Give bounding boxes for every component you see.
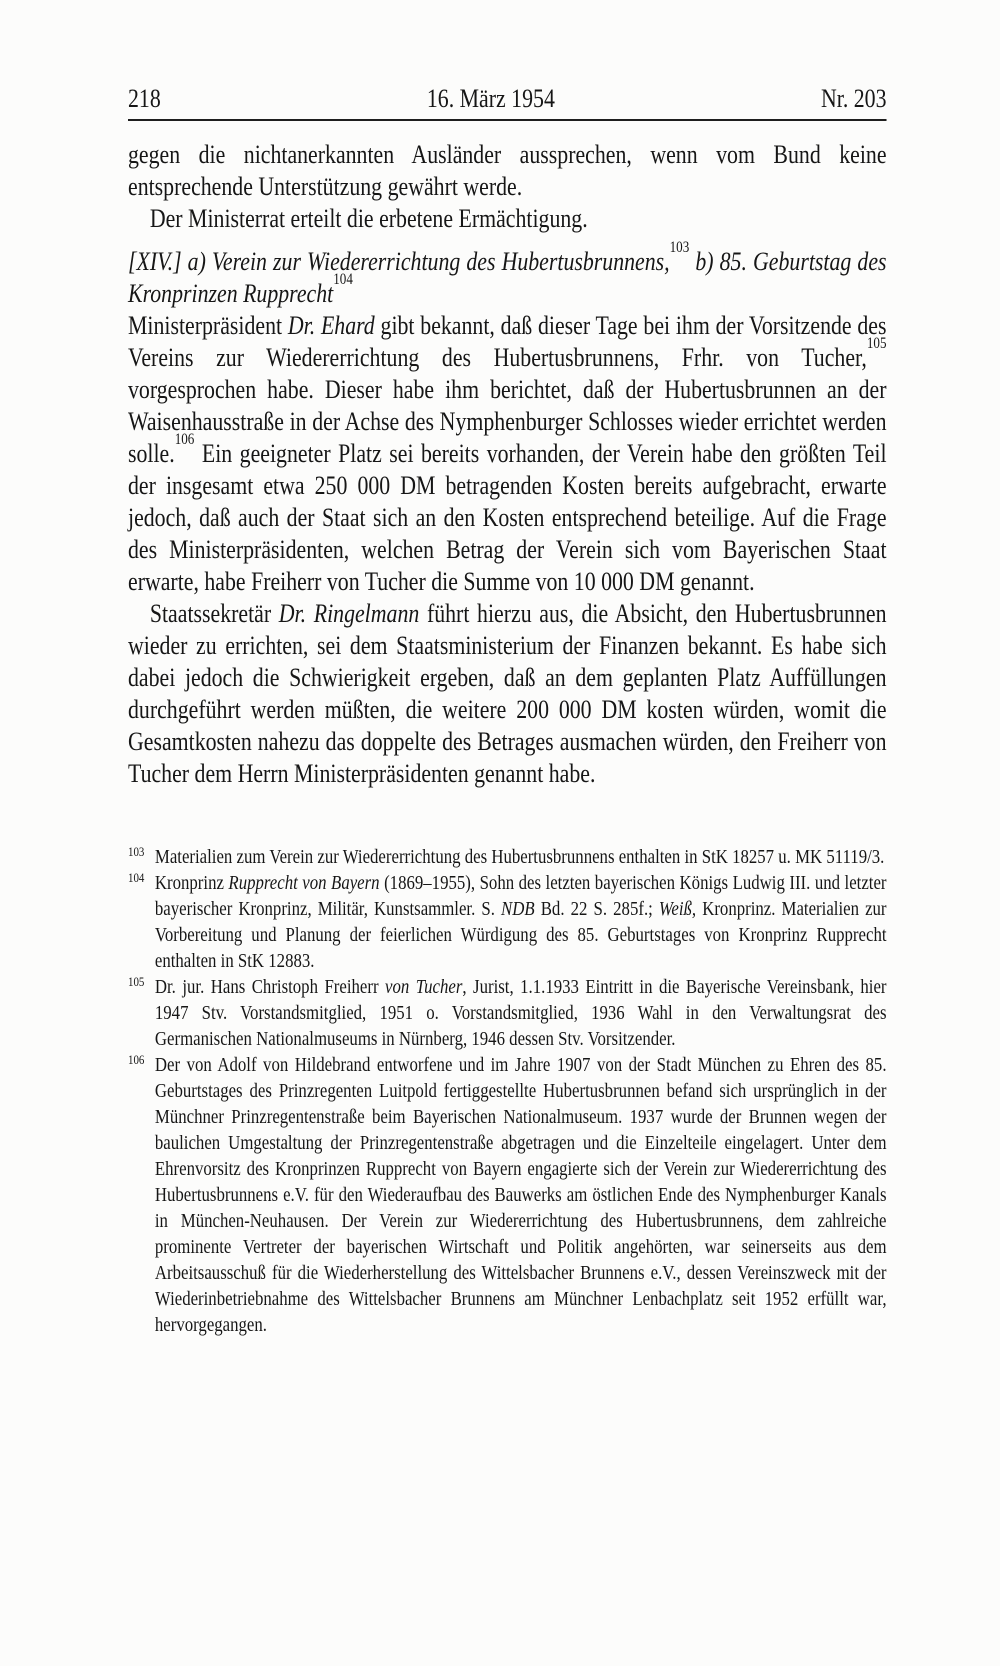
- italic-text: Weiß,: [658, 898, 697, 920]
- text-run: Dr. jur. Hans Christoph Freiherr: [154, 976, 386, 998]
- text-run: gegen die nichtanerkannten Ausländer aussprechen, wenn vom Bund keine entsprechende Unterstützung gewährt werde.: [128, 140, 887, 201]
- footnote-number: 103: [128, 844, 145, 859]
- italic-text: Rupprecht von Bayern: [228, 872, 380, 894]
- paragraph-continuation: [128, 139, 887, 203]
- header-rule: [128, 119, 887, 121]
- footnote-ref: 105: [866, 335, 887, 353]
- text-run: Der Ministerrat erteilt die erbetene Ermächtigung.: [149, 204, 588, 233]
- text-run: Ein geeigneter Platz sei bereits vorhanden, der Verein habe den größten Teil der insgesamt etwa 250 000 DM betragenden Kosten bereits aufgebracht, erwarte jedoch, daß auch der Staat sich an den Kosten entsprechend beteilige. Auf die Frage des Ministerpräsidenten, welchen Betrag der Verein sich vom Bayerischen Staat erwarte, habe Freiherr von Tucher die Summe von 10 000 DM genannt.: [128, 439, 887, 596]
- text-run: Materialien zum Verein zur Wiedererrichtung des Hubertusbrunnens enthalten in StK 18257 u. MK 51119/3.: [154, 846, 885, 868]
- text-run: Kronprinz: [154, 872, 229, 894]
- footnote-number: 104: [128, 870, 145, 885]
- text-run: Ministerpräsident: [128, 311, 288, 340]
- main-text: [128, 139, 887, 790]
- header-date: 16. März 1954: [426, 84, 555, 113]
- footnotes-section: [128, 844, 887, 1338]
- text-run: Bd. 22 S. 285f.;: [534, 898, 659, 920]
- paragraph-ehard: [128, 310, 887, 598]
- footnote-ref: 103: [669, 239, 690, 257]
- text-run: Kronprinz. Materialien zur Vorbereitung und Planung der feierlichen Würdigung des 85. Geburtstages von Kronprinz Rupprecht enthalten in StK 12883.: [154, 898, 887, 972]
- text-run: (1869–1955), Sohn des letzten bayerischen Königs Ludwig III. und letzter bayerischer Kronprinz, Militär, Kunstsammler. S.: [154, 872, 887, 920]
- footnote-ref: 104: [333, 271, 353, 289]
- footnote-104: [128, 870, 887, 974]
- header-issue-number: Nr. 203: [820, 84, 887, 113]
- text-run: führt hierzu aus, die Absicht, den Hubertusbrunnen wieder zu errichten, sei dem Staatsministerium der Finanzen bekannt. Es habe sich dabei jedoch die Schwierigkeit ergeben, daß an dem geplanten Platz Auffüllungen durchgeführt werden müßten, die weitere 200 000 DM kosten würden, womit die Gesamtkosten nahezu das doppelte des Betrages ausmachen würden, den Freiherr von Tucher dem Herrn Ministerpräsidenten genannt habe.: [128, 599, 887, 788]
- paragraph-ringelmann: [128, 598, 887, 790]
- text-run: vorgesprochen habe. Dieser habe ihm berichtet, daß der Hubertusbrunnen an der Waisenhausstraße in der Achse des Nymphenburger Schlosses wieder errichtet werden solle.: [128, 375, 887, 468]
- footnote-103: [128, 844, 887, 870]
- page-number: 218: [128, 84, 161, 113]
- italic-text: [XIV.] a) Verein zur Wiedererrichtung des Hubertusbrunnens,: [128, 247, 670, 276]
- text-run: Staatssekretär: [149, 599, 279, 628]
- page-header: [128, 84, 887, 119]
- text-run: , Jurist, 1.1.1933 Eintritt in die Bayerische Vereinsbank, hier 1947 Stv. Vorstandsmitglied, 1951 o. Vorstandsmitglied, 1936 Wahl in den Verwaltungsrat des Germanischen Nationalmuseums in Nürnberg, 1946 dessen Stv. Vorsitzender.: [154, 976, 887, 1050]
- italic-text: Dr. Ringelmann: [278, 599, 420, 628]
- paragraph-resolution: [128, 203, 887, 235]
- text-column: [128, 84, 887, 1338]
- footnote-106: [128, 1052, 887, 1338]
- text-run: Der von Adolf von Hildebrand entworfene und im Jahre 1907 von der Stadt München zu Ehren des 85. Geburtstages des Prinzregenten Luitpold fertiggestellte Hubertusbrunnen befand sich ursprünglich in der Münchner Prinzregentenstraße beim Bayerischen Nationalmuseum. 1937 wurde der Brunnen wegen der baulichen Umgestaltung der Prinzregentenstraße abgetragen und die Einzelteile eingelagert. Unter dem Ehrenvorsitz des Kronprinzen Rupprecht von Bayern engagierte sich der Verein zur Wiedererrichtung des Hubertusbrunnens e.V. für den Wiederaufbau des Bauwerks am östlichen Ende des Nymphenburger Kanals in München-Neuhausen. Der Verein zur Wiedererrichtung des Hubertusbrunnens, dem zahlreiche prominente Vertreter der bayerischen Wirtschaft und Politik angehörten, war seinerseits aus dem Arbeitsausschuß für die Wiederherstellung des Wittelsbacher Brunnens e.V., dessen Vereinszweck mit der Wiederinbetriebnahme des Wittelsbacher Brunnens am Münchner Lenbachplatz seit 1952 erfüllt war, hervorgegangen.: [154, 1054, 887, 1336]
- italic-text: NDB: [501, 898, 535, 920]
- italic-text: b) 85. Geburtstag des Kronprinzen Rupprecht: [128, 247, 887, 308]
- footnote-ref: 106: [174, 431, 195, 449]
- section-heading: [128, 239, 887, 310]
- italic-text: Dr. Ehard: [287, 311, 375, 340]
- italic-text: von Tucher: [385, 976, 463, 998]
- footnote-number: 105: [128, 974, 145, 989]
- footnote-number: 106: [128, 1052, 145, 1067]
- footnote-105: [128, 974, 887, 1052]
- text-run: gibt bekannt, daß dieser Tage bei ihm der Vorsitzende des Vereins zur Wiedererrichtung des Hubertusbrunnens, Frhr. von Tucher,: [128, 311, 887, 372]
